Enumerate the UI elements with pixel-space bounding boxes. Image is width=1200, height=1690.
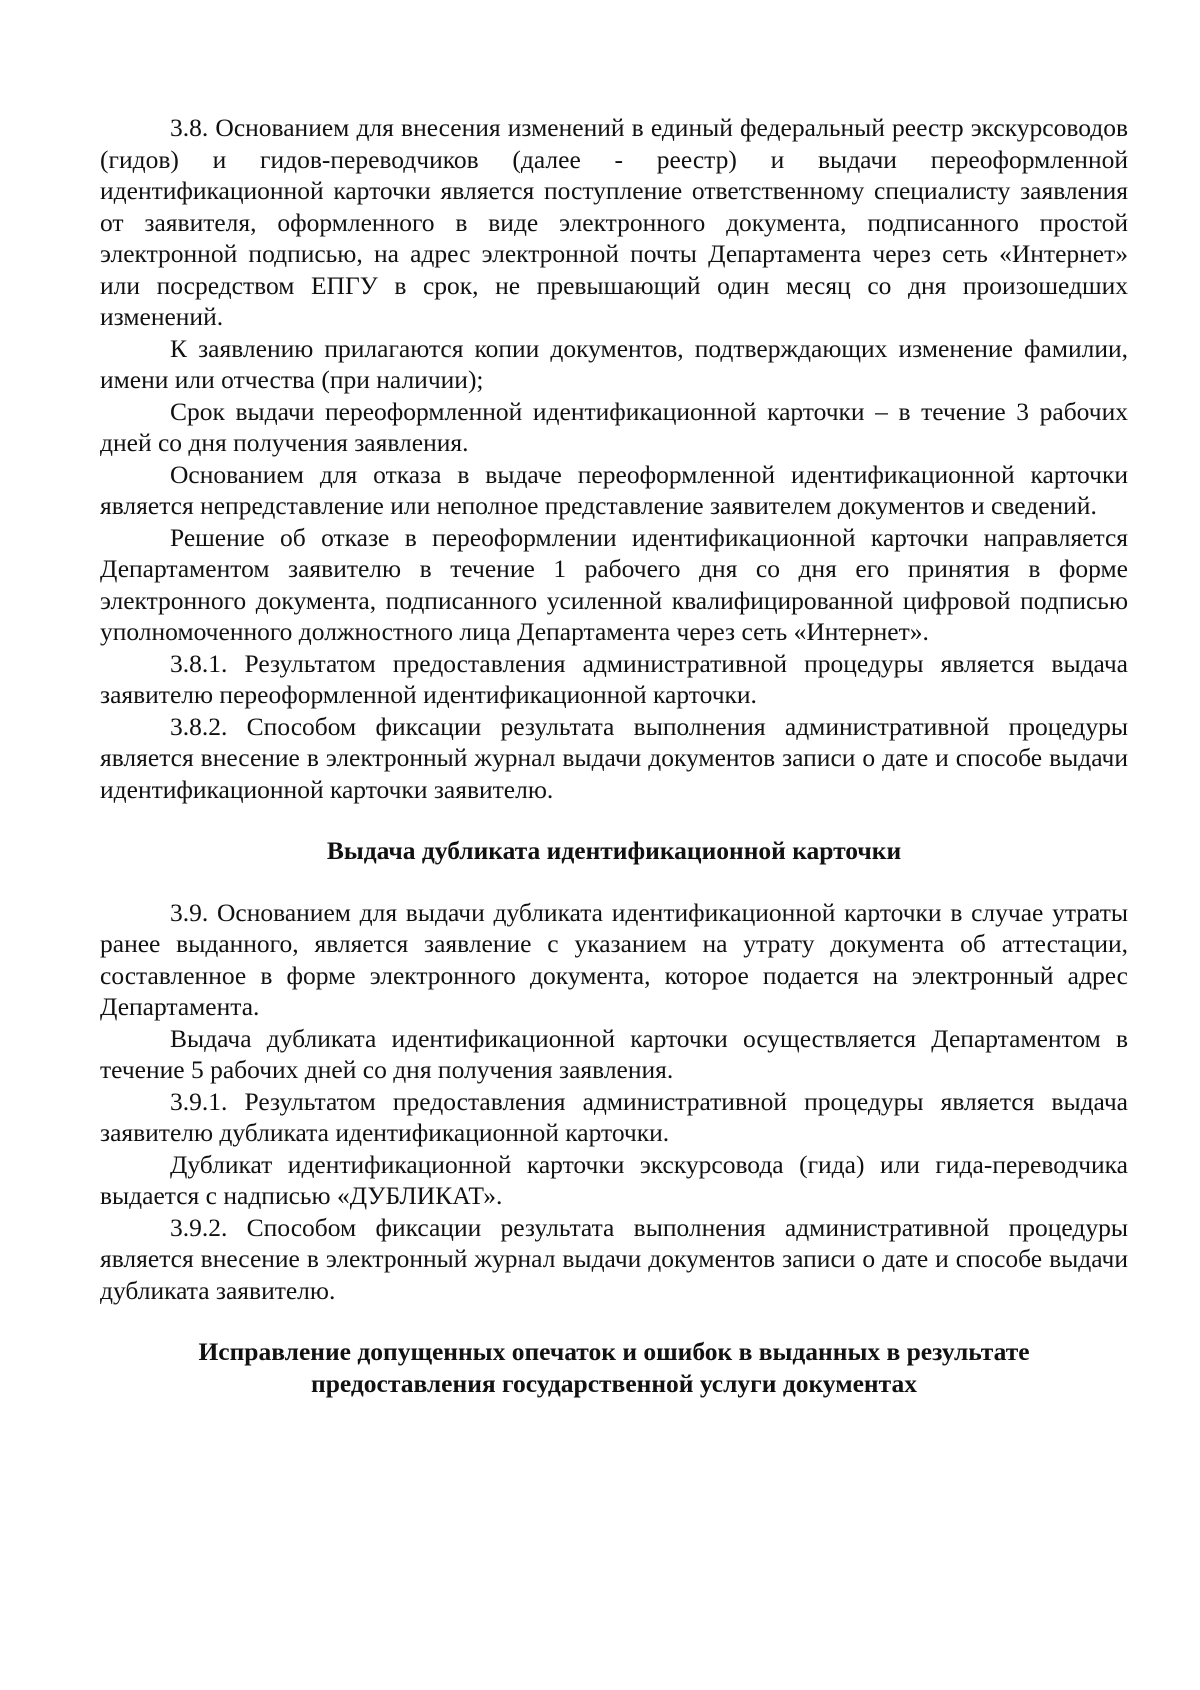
paragraph-refusal-grounds: Основанием для отказа в выдаче переоформленной идентификационной карточки является непредставление или неполное представление заявителем документов и сведений.	[100, 459, 1128, 520]
document-page	[100, 112, 1128, 1399]
section-heading-corrections-line-2: предоставления государственной услуги документах	[311, 1368, 917, 1398]
section-heading-corrections	[100, 1336, 1128, 1399]
paragraph-3-8: 3.8. Основанием для внесения изменений в единый федеральный реестр экскурсоводов (гидов) и гидов-переводчиков (далее - реестр) и выдачи переоформленной идентификационной карточки является поступление ответственному специалисту заявления от заявителя, оформленного в виде электронного документа, подписанного простой электронной подписью, на адрес электронной почты Департамента через сеть «Интернет» или посредством ЕПГУ в срок, не превышающий один месяц со дня произошедших изменений.	[100, 113, 1128, 331]
paragraph-duplicate-mark: Дубликат идентификационной карточки экскурсовода (гида) или гида-переводчика выдается с надписью «ДУБЛИКАТ».	[100, 1149, 1128, 1210]
section-heading-duplicate	[100, 835, 1128, 867]
paragraph-attachments: К заявлению прилагаются копии документов, подтверждающих изменение фамилии, имени или отчества (при наличии);	[100, 333, 1128, 394]
section-heading-corrections-line-1: Исправление допущенных опечаток и ошибок в выданных в результате	[198, 1337, 1030, 1366]
paragraph-refusal-decision: Решение об отказе в переоформлении идентификационной карточки направляется Департаментом заявителю в течение 1 рабочего дня со дня его принятия в форме электронного документа, подписанного усиленной квалифицированной цифровой подписью уполномоченного должностного лица Департамента через сеть «Интернет».	[100, 522, 1128, 646]
paragraph-3-9-2: 3.9.2. Способом фиксации результата выполнения административной процедуры является внесение в электронный журнал выдачи документов записи о дате и способе выдачи дубликата заявителю.	[100, 1212, 1128, 1305]
paragraph-3-8-2: 3.8.2. Способом фиксации результата выполнения административной процедуры является внесение в электронный журнал выдачи документов записи о дате и способе выдачи идентификационной карточки заявителю.	[100, 711, 1128, 804]
paragraph-duplicate-term: Выдача дубликата идентификационной карточки осуществляется Департаментом в течение 5 рабочих дней со дня получения заявления.	[100, 1023, 1128, 1084]
paragraph-3-9-1: 3.9.1. Результатом предоставления административной процедуры является выдача заявителю дубликата идентификационной карточки.	[100, 1086, 1128, 1147]
paragraph-issue-term: Срок выдачи переоформленной идентификационной карточки – в течение 3 рабочих дней со дня получения заявления.	[100, 396, 1128, 457]
paragraph-3-9: 3.9. Основанием для выдачи дубликата идентификационной карточки в случае утраты ранее выданного, является заявление с указанием на утрату документа об аттестации, составленное в форме электронного документа, которое подается на электронный адрес Департамента.	[100, 897, 1128, 1021]
section-heading-duplicate-text: Выдача дубликата идентификационной карточки	[326, 836, 902, 865]
paragraph-3-8-1: 3.8.1. Результатом предоставления административной процедуры является выдача заявителю переоформленной идентификационной карточки.	[100, 648, 1128, 709]
